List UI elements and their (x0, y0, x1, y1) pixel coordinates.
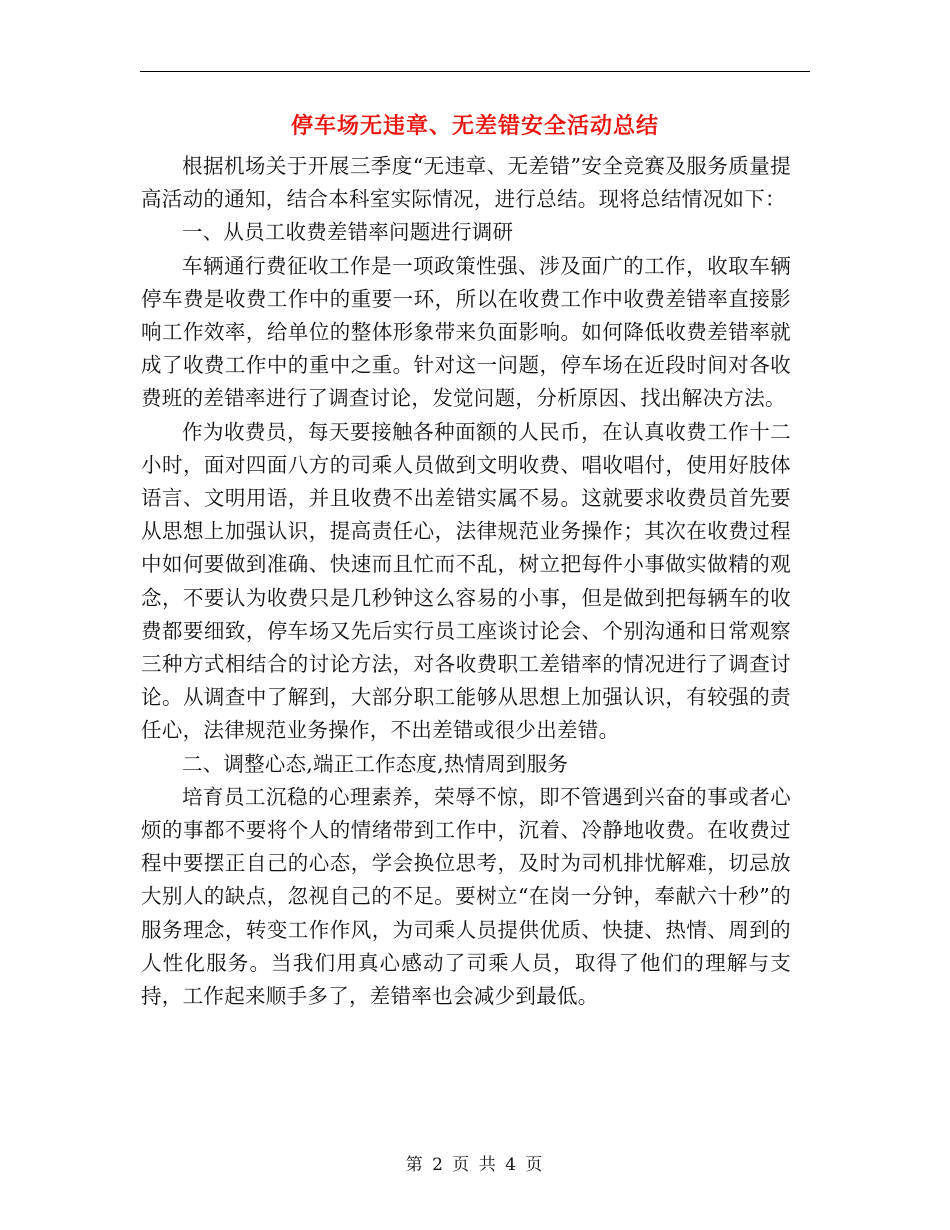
header-rule (140, 71, 810, 72)
body-paragraph: 作为收费员，每天要接触各种面额的人民币，在认真收费工作十二小时，面对四面八方的司乘人员做到文明收费、唱收唱付，使用好肢体语言、文明用语，并且收费不出差错实属不易。这就要求收费员首先要从思想上加强认识，提高责任心，法律规范业务操作；其次在收费过程中如何要做到准确、快速而且忙而不乱，树立把每件小事做实做精的观念，不要认为收费只是几秒钟这么容易的小事，但是做到把每辆车的收费都要细致，停车场又先后实行员工座谈讨论会、个别沟通和日常观察三种方式相结合的讨论方法，对各收费职工差错率的情况进行了调查讨论。从调查中了解到，大部分职工能够从思想上加强认识，有较强的责任心，法律规范业务操作，不出差错或很少出差错。 (141, 419, 791, 743)
document-body (141, 150, 791, 1013)
section-heading-2: 二、调整心态,端正工作态度,热情周到服务 (182, 751, 569, 776)
body-paragraph: 车辆通行费征收工作是一项政策性强、涉及面广的工作，收取车辆停车费是收费工作中的重要一环，所以在收费工作中收费差错率直接影响工作效率，给单位的整体形象带来负面影响。如何降低收费差错率就成了收费工作中的重中之重。针对这一问题，停车场在近段时间对各收费班的差错率进行了调查讨论，发觉问题，分析原因、找出解决方法。 (141, 253, 791, 411)
document-title: 停车场无违章、无差错安全活动总结 (290, 113, 659, 139)
section-heading-1: 一、从员工收费差错率问题进行调研 (182, 220, 514, 245)
intro-paragraph: 根据机场关于开展三季度“无违章、无差错”安全竞赛及服务质量提高活动的通知，结合本科室实际情况，进行总结。现将总结情况如下： (141, 154, 791, 212)
body-paragraph: 培育员工沉稳的心理素养，荣辱不惊，即不管遇到兴奋的事或者心烦的事都不要将个人的情绪带到工作中，沉着、冷静地收费。在收费过程中要摆正自己的心态，学会换位思考，及时为司机排忧解难，切忌放大别人的缺点，忽视自己的不足。要树立“在岗一分钟，奉献六十秒”的服务理念，转变工作作风，为司乘人员提供优质、快捷、热情、周到的人性化服务。当我们用真心感动了司乘人员，取得了他们的理解与支持，工作起来顺手多了，差错率也会减少到最低。 (141, 784, 791, 1009)
page-number: 第 2 页 共 4 页 (405, 1155, 545, 1175)
